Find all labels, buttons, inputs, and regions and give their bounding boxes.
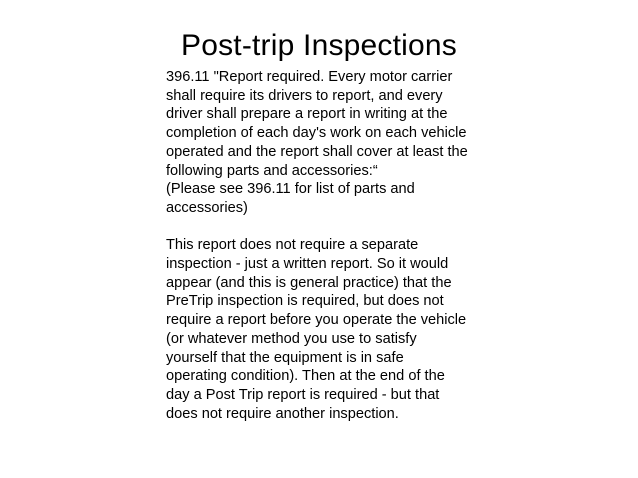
text-line: shall require its drivers to report, and every <box>166 87 443 104</box>
text-line: This report does not require a separate <box>166 237 419 254</box>
text-line: driver shall prepare a report in writing at the <box>166 106 448 123</box>
explanation-paragraph <box>166 236 486 423</box>
text-line: operated and the report shall cover at least the <box>166 143 468 160</box>
text-line: (or whatever method you use to satisfy <box>166 330 417 347</box>
text-line: does not require another inspection. <box>166 405 399 422</box>
slide-body <box>166 68 486 423</box>
text-line: require a report before you operate the vehicle <box>166 312 467 329</box>
paragraph-spacer <box>166 218 486 237</box>
text-line: PreTrip inspection is required, but does not <box>166 293 444 310</box>
text-line: following parts and accessories:“ <box>166 162 378 179</box>
text-line: accessories) <box>166 199 248 216</box>
text-line: (Please see 396.11 for list of parts and <box>166 181 415 198</box>
text-line: operating condition). Then at the end of the <box>166 368 445 385</box>
text-line: inspection - just a written report. So it would <box>166 256 449 273</box>
text-line: completion of each day's work on each vehicle <box>166 125 467 142</box>
regulation-paragraph <box>166 68 486 218</box>
text-line: 396.11 "Report required. Every motor carrier <box>166 69 453 85</box>
slide-title: Post-trip Inspections <box>181 29 457 62</box>
text-line: day a Post Trip report is required - but that <box>166 386 440 403</box>
text-line: appear (and this is general practice) that the <box>166 274 452 291</box>
text-line: yourself that the equipment is in safe <box>166 349 404 366</box>
